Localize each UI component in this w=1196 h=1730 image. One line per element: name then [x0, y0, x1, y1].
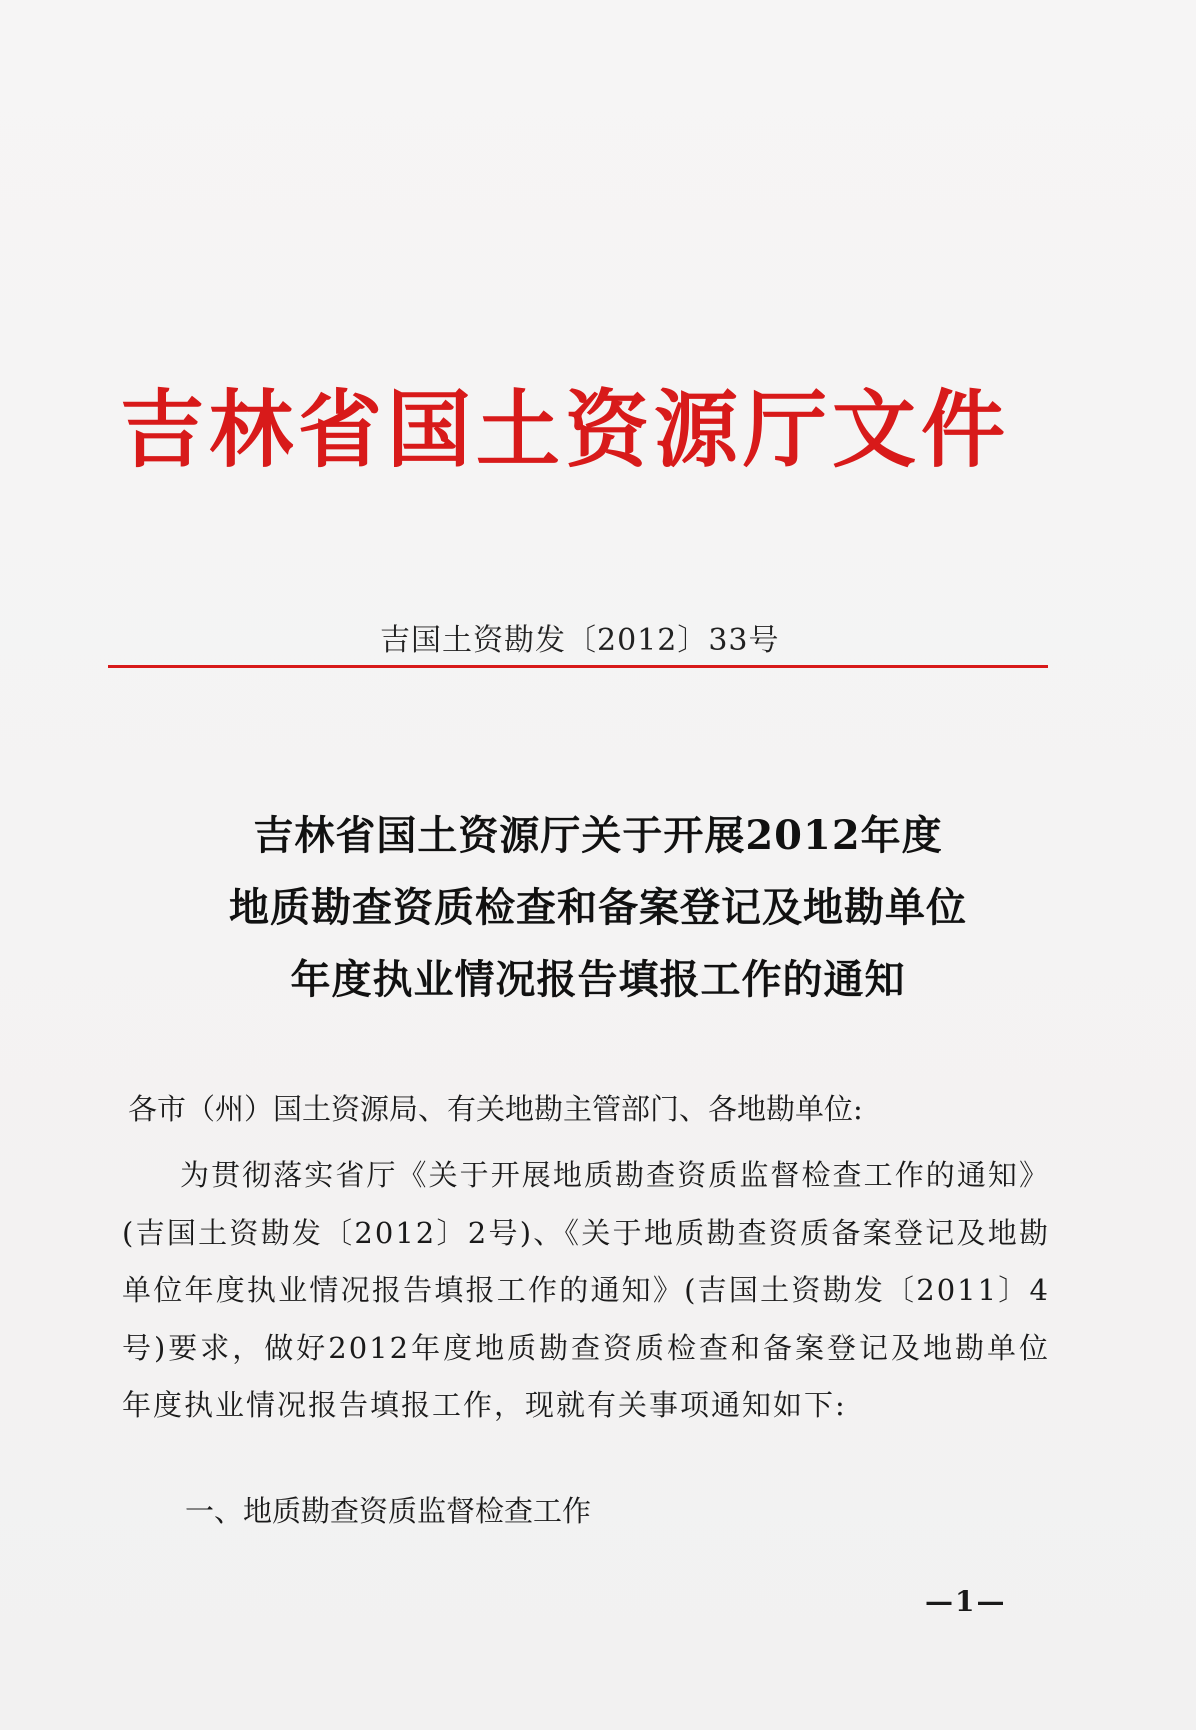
section-heading-1: 一、地质勘查资质监督检查工作: [185, 1494, 592, 1528]
letterhead-title: 吉林省国土资源厅文件: [120, 380, 1011, 479]
notice-title-line-2: 地质勘查资质检查和备案登记及地勘单位: [229, 884, 967, 931]
body-paragraph: 为贯彻落实省厅《关于开展地质勘查资质监督检查工作的通知》(吉国土资勘发〔2012〕2号)、《关于地质勘查资质备案登记及地勘单位年度执业情况报告填报工作的通知》(吉国土资勘发〔2011〕4号)要求，做好2012年度地质勘查资质检查和备案登记及地勘单位年度执业情况报告填报工作，现就有关事项通知如下:: [122, 1158, 1050, 1422]
page-number: —1—: [925, 1585, 1007, 1618]
notice-title: [150, 800, 1046, 1016]
notice-title-line-1: 吉林省国土资源厅关于开展2012年度: [253, 812, 943, 859]
addressee-line: 各市（州）国土资源局、有关地勘主管部门、各地勘单位:: [128, 1092, 863, 1126]
document-number: 吉国土资勘发〔2012〕33号: [380, 623, 780, 658]
red-divider-line: [108, 665, 1048, 668]
notice-title-line-3: 年度执业情况报告填报工作的通知: [290, 956, 906, 1003]
